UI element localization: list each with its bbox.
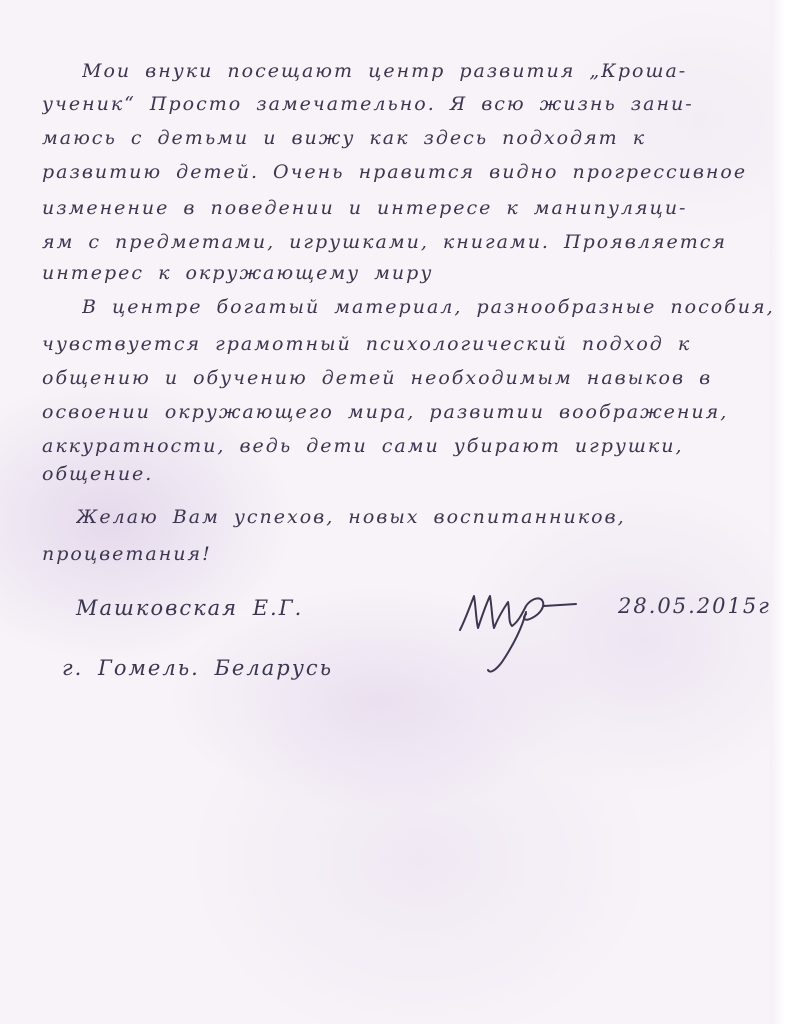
letter-line: маюсь с детьми и вижу как здесь подходят к [42,127,647,149]
letter-line: процветания! [42,543,212,565]
handwritten-signature [452,578,582,678]
letter-line: ученик“ Просто замечательно. Я всю жизнь зани- [42,93,694,115]
letter-line: изменение в поведении и интересе к манипуляци- [42,197,688,219]
letter-line: общению и обучению детей необходимым навыков в [42,367,713,389]
letter-line: Желаю Вам успехов, новых воспитанников, [76,506,626,528]
letter-line: развитию детей. Очень нравится видно прогрессивное [42,161,748,183]
letter-line: интерес к окружающему миру [42,262,434,284]
letter-date: 28.05.2015г [618,594,771,618]
letter-line: освоении окружающего мира, развитии воображения, [42,401,729,423]
letter-line: общение. [42,463,154,485]
letter-line: ям с предметами, игрушками, книгами. Проявляется [42,231,727,253]
author-name: Машковская Е.Г. [76,596,304,620]
letter-line: В центре богатый материал, разнообразные пособия, [82,296,775,318]
letter-line: Мои внуки посещают центр развития „Кроша- [82,60,688,82]
letter-line: чувствуется грамотный психологический подход к [42,333,692,355]
letter-line: аккуратности, ведь дети сами убирают игрушки, [42,435,684,457]
author-location: г. Гомель. Беларусь [62,656,334,680]
